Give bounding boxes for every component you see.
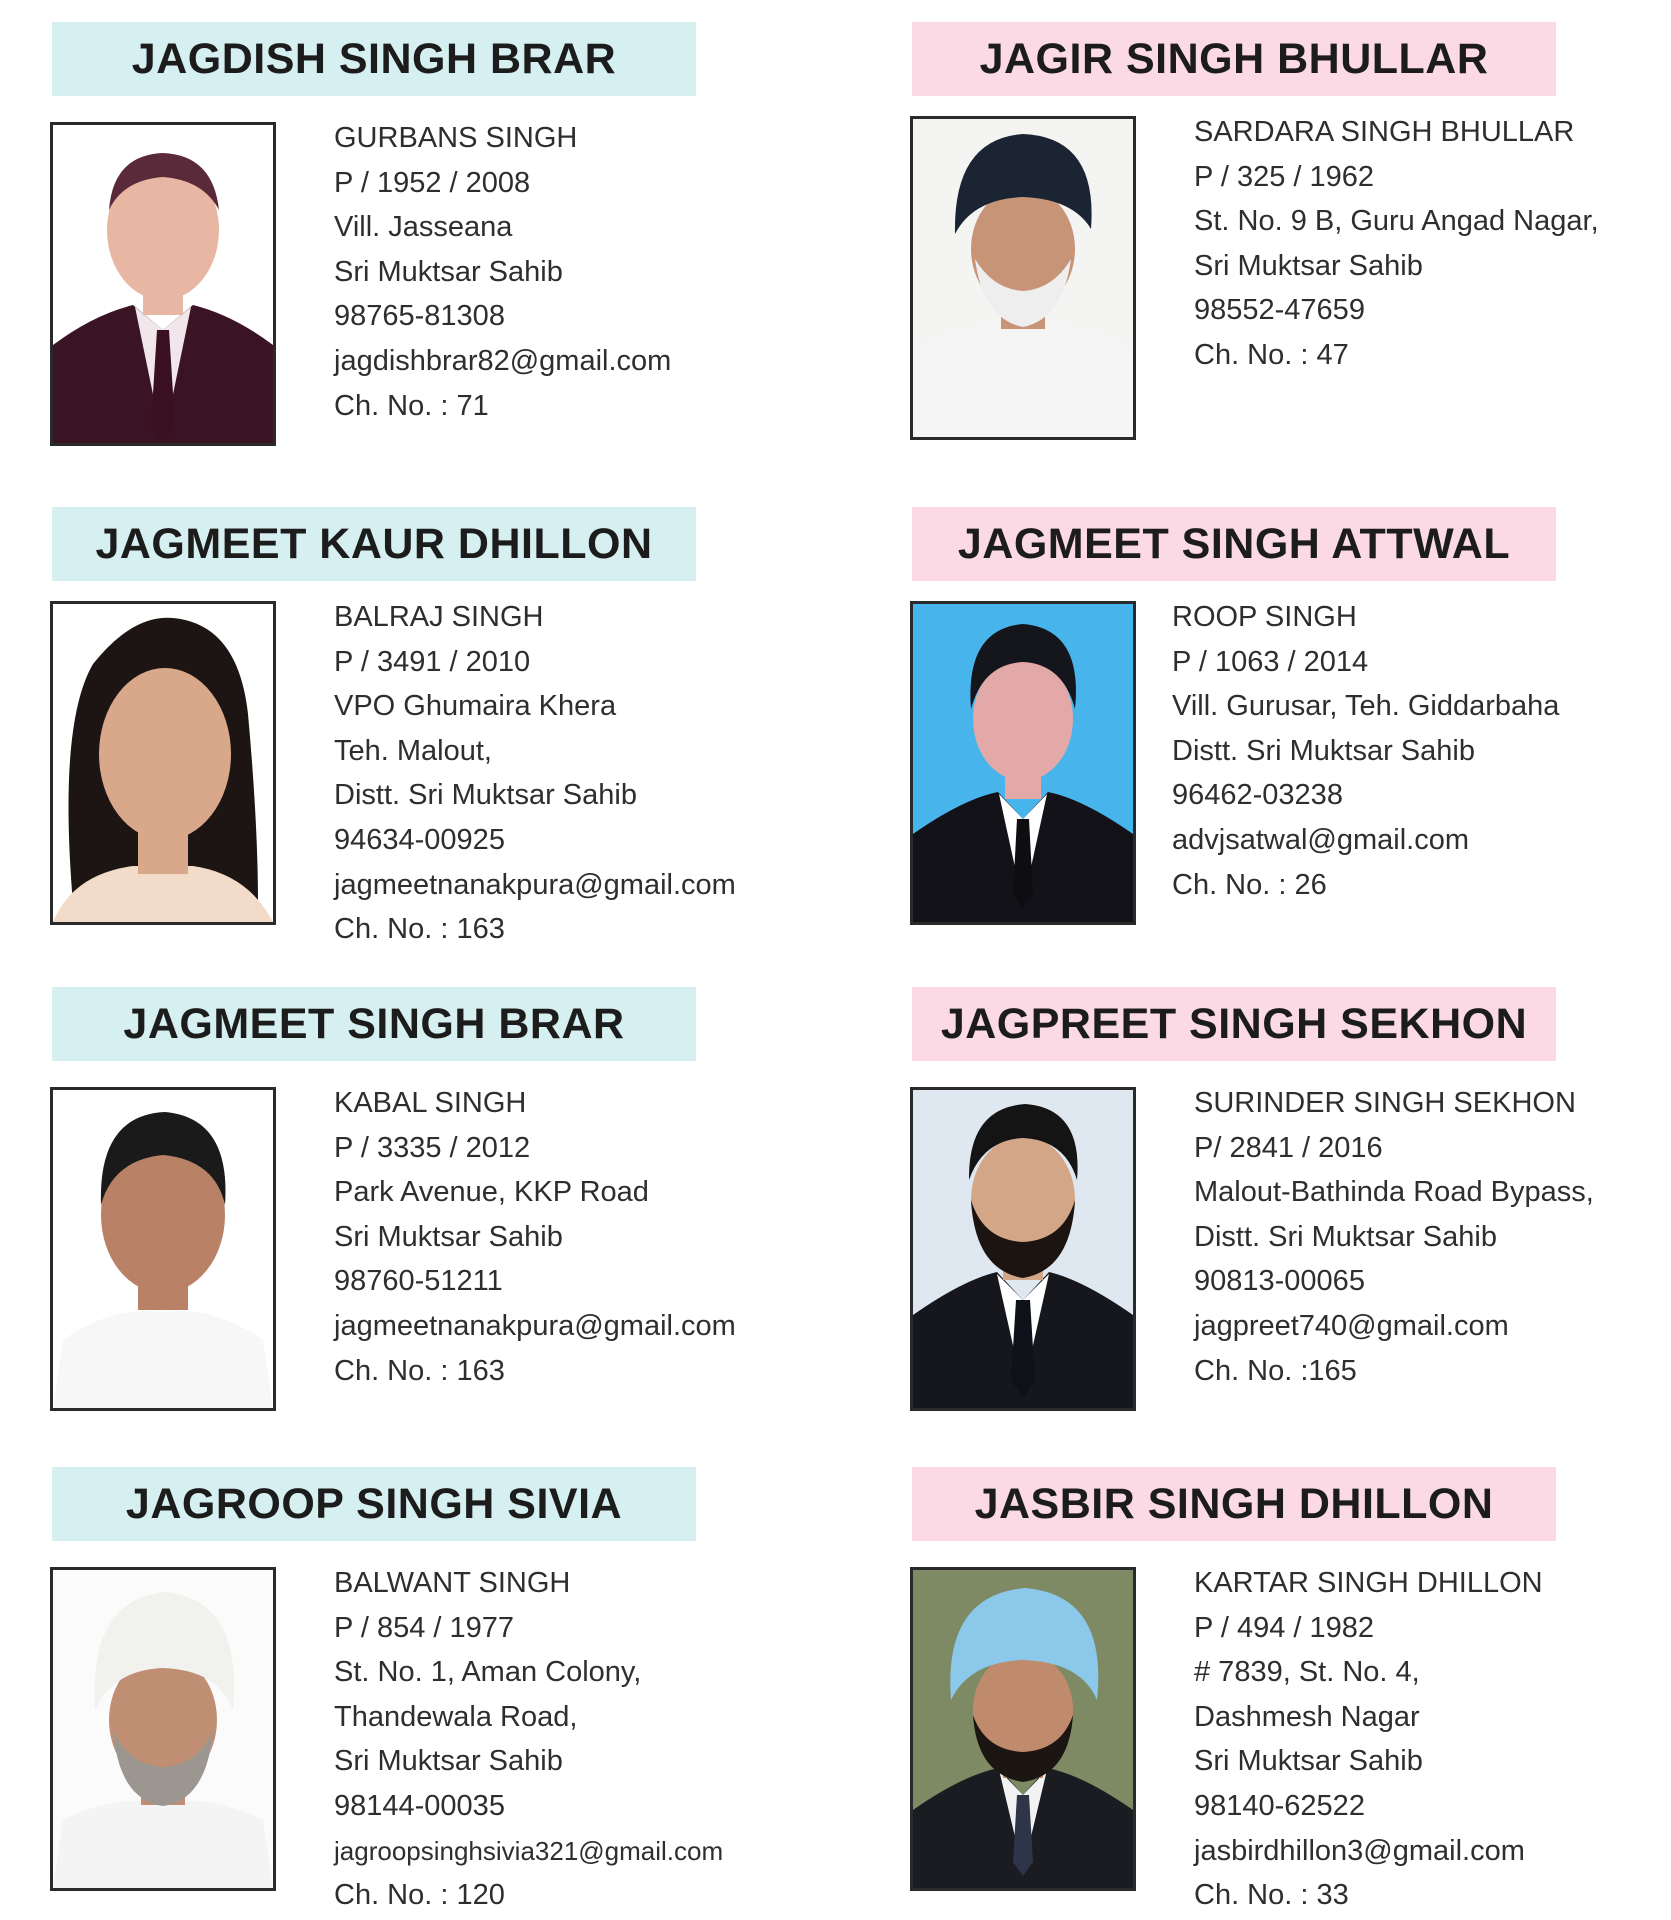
advocate-name: JAGROOP SINGH SIVIA <box>52 1467 696 1541</box>
advocate-name: JAGPREET SINGH SEKHON <box>912 987 1556 1061</box>
father-name: ROOP SINGH <box>1172 601 1357 633</box>
father-name: KARTAR SINGH DHILLON <box>1194 1567 1543 1599</box>
chamber-number: Ch. No. : 26 <box>1172 868 1327 901</box>
advocate-photo <box>910 1087 1136 1411</box>
address-line: Sri Muktsar Sahib <box>334 255 563 288</box>
enrolment-number: P / 494 / 1982 <box>1194 1611 1375 1644</box>
address-line: Malout-Bathinda Road Bypass, <box>1194 1176 1594 1209</box>
enrolment-number: P / 3491 / 2010 <box>334 645 531 678</box>
phone-number: 90813-00065 <box>1194 1265 1365 1298</box>
advocate-card <box>860 0 1660 460</box>
address-line: Sri Muktsar Sahib <box>1194 1745 1423 1778</box>
address-line: Distt. Sri Muktsar Sahib <box>334 779 637 812</box>
advocate-photo <box>50 1567 276 1891</box>
phone-number: 98552-47659 <box>1194 294 1365 327</box>
advocate-name: JAGDISH SINGH BRAR <box>52 22 696 96</box>
phone-number: 98144-00035 <box>334 1789 505 1822</box>
advocate-photo <box>910 601 1136 925</box>
advocate-details <box>1194 1081 1634 1393</box>
advocate-name: JAGMEET SINGH ATTWAL <box>912 507 1556 581</box>
advocate-name: JASBIR SINGH DHILLON <box>912 1467 1556 1541</box>
advocate-name: JAGIR SINGH BHULLAR <box>912 22 1556 96</box>
phone-number: 94634-00925 <box>334 823 505 856</box>
address-line: Sri Muktsar Sahib <box>334 1220 563 1253</box>
chamber-number: Ch. No. : 71 <box>334 389 489 422</box>
advocate-name: JAGMEET KAUR DHILLON <box>52 507 696 581</box>
advocate-card <box>0 0 800 460</box>
advocate-details <box>334 1081 774 1393</box>
father-name: KABAL SINGH <box>334 1087 527 1119</box>
address-line: Dashmesh Nagar <box>1194 1700 1420 1733</box>
father-name: BALWANT SINGH <box>334 1567 571 1599</box>
enrolment-number: P / 1063 / 2014 <box>1172 645 1369 678</box>
advocate-photo <box>50 122 276 446</box>
advocate-photo <box>50 1087 276 1411</box>
address-line: St. No. 9 B, Guru Angad Nagar, <box>1194 205 1599 238</box>
photo-face <box>99 668 231 840</box>
address-line: Vill. Gurusar, Teh. Giddarbaha <box>1172 690 1560 723</box>
enrolment-number: P/ 2841 / 2016 <box>1194 1131 1383 1164</box>
address-line: Distt. Sri Muktsar Sahib <box>1172 734 1475 767</box>
address-line: Vill. Jasseana <box>334 211 513 244</box>
address-line: Thandewala Road, <box>334 1700 578 1733</box>
enrolment-number: P / 854 / 1977 <box>334 1611 515 1644</box>
photo-suit <box>913 323 1133 437</box>
advocate-card <box>860 965 1660 1425</box>
father-name: SURINDER SINGH SEKHON <box>1194 1087 1576 1119</box>
chamber-number: Ch. No. : 47 <box>1194 338 1349 371</box>
advocate-details <box>334 116 774 428</box>
address-line: St. No. 1, Aman Colony, <box>334 1656 642 1689</box>
address-line: Sri Muktsar Sahib <box>1194 249 1423 282</box>
phone-number: 98765-81308 <box>334 300 505 333</box>
advocate-name: JAGMEET SINGH BRAR <box>52 987 696 1061</box>
advocate-photo <box>910 1567 1136 1891</box>
address-line: # 7839, St. No. 4, <box>1194 1656 1420 1689</box>
chamber-number: Ch. No. : 163 <box>334 913 505 946</box>
enrolment-number: P / 3335 / 2012 <box>334 1131 531 1164</box>
address-line: Park Avenue, KKP Road <box>334 1176 649 1209</box>
advocate-details <box>1194 110 1634 378</box>
advocate-card <box>860 485 1660 945</box>
advocate-card <box>0 965 800 1425</box>
advocate-details <box>334 595 774 952</box>
father-name: GURBANS SINGH <box>334 122 578 154</box>
father-name: SARDARA SINGH BHULLAR <box>1194 116 1575 148</box>
chamber-number: Ch. No. : 33 <box>1194 1879 1349 1912</box>
address-line: VPO Ghumaira Khera <box>334 690 617 723</box>
advocate-card <box>860 1445 1660 1912</box>
phone-number: 98760-51211 <box>334 1265 503 1298</box>
email-address[interactable]: jasbirdhillon3@gmail.com <box>1194 1834 1525 1867</box>
enrolment-number: P / 325 / 1962 <box>1194 160 1375 193</box>
advocate-photo <box>910 116 1136 440</box>
advocate-card <box>0 485 800 945</box>
address-line: Sri Muktsar Sahib <box>334 1745 563 1778</box>
address-line: Distt. Sri Muktsar Sahib <box>1194 1220 1497 1253</box>
chamber-number: Ch. No. : 120 <box>334 1879 505 1912</box>
email-address[interactable]: jagmeetnanakpura@gmail.com <box>334 868 736 901</box>
father-name: BALRAJ SINGH <box>334 601 544 633</box>
advocate-details <box>334 1561 774 1918</box>
chamber-number: Ch. No. : 163 <box>334 1354 505 1387</box>
email-address[interactable]: jagdishbrar82@gmail.com <box>334 344 672 377</box>
phone-number: 96462-03238 <box>1172 779 1343 812</box>
enrolment-number: P / 1952 / 2008 <box>334 166 531 199</box>
advocate-details <box>1194 1561 1634 1918</box>
email-address[interactable]: jagmeetnanakpura@gmail.com <box>334 1309 736 1342</box>
photo-shirt <box>53 1800 273 1888</box>
advocate-photo <box>50 601 276 925</box>
advocate-details <box>1172 595 1612 907</box>
address-line: Teh. Malout, <box>334 734 492 767</box>
email-address[interactable]: advjsatwal@gmail.com <box>1172 823 1469 856</box>
advocate-card <box>0 1445 800 1912</box>
email-address[interactable]: jagpreet740@gmail.com <box>1194 1309 1509 1342</box>
chamber-number: Ch. No. :165 <box>1194 1354 1357 1387</box>
phone-number: 98140-62522 <box>1194 1789 1365 1822</box>
email-address[interactable]: jagroopsinghsivia321@gmail.com <box>334 1835 724 1866</box>
